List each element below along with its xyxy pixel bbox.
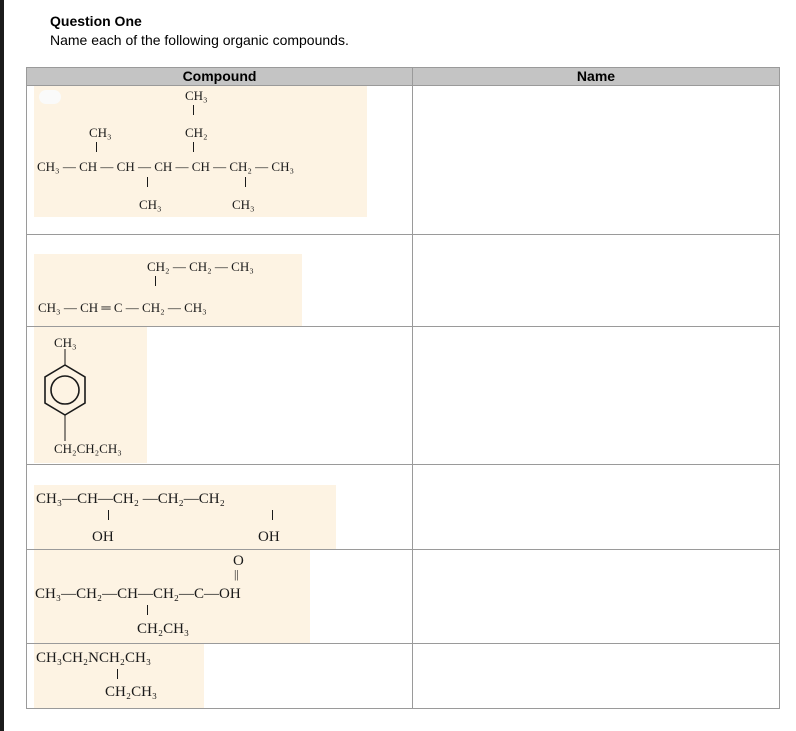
compound-4-bond [272, 510, 273, 520]
compound-2-main-chain: CH₃ — CH ═ C — CH₂ — CH₃ [38, 300, 207, 315]
name-answer-cell-1[interactable] [413, 86, 780, 235]
table-row [27, 86, 780, 235]
compound-cell-1 [27, 86, 413, 235]
table-header-row [27, 68, 780, 86]
compound-1-bond [245, 177, 246, 187]
name-answer-cell-5[interactable] [413, 550, 780, 644]
compound-1-sub-left: CH₃ [139, 197, 162, 212]
compound-1-top-ch3: CH₃ [185, 88, 208, 103]
compound-1-upper-ch2: CH₂ [185, 125, 208, 140]
table-row [27, 465, 780, 550]
compound-6-branch: CH₂CH₃ [105, 684, 158, 700]
compound-cell-3 [27, 327, 413, 465]
table-row [27, 235, 780, 327]
compound-3-bottom-chain: CH₂CH₂CH₃ [54, 441, 122, 456]
compound-6-main-chain: CH₃CH₂NCH₂CH₃ [36, 650, 152, 666]
benzene-ring-icon [34, 349, 94, 443]
compound-1-highlight [34, 86, 367, 217]
compound-5-oxygen: O [233, 553, 244, 569]
compound-1-left-ch3: CH₃ [89, 125, 112, 140]
compound-cell-6 [27, 644, 413, 709]
question-heading: Question One [50, 13, 142, 29]
name-answer-cell-6[interactable] [413, 644, 780, 709]
table-row [27, 327, 780, 465]
compound-4-bond [108, 510, 109, 520]
name-column-header: Name [413, 68, 780, 86]
compound-6-bond [117, 669, 118, 679]
compound-5-bond [147, 605, 148, 615]
compound-1-bond [193, 142, 194, 152]
compound-cell-4 [27, 465, 413, 550]
compound-1-main-chain: CH₃ — CH — CH — CH — CH — CH₂ — CH₃ [37, 159, 295, 174]
compound-5-branch: CH₂CH₃ [137, 621, 190, 637]
compound-4-main-chain: CH₃—CH—CH₂ —CH₂—CH₂ [36, 491, 225, 507]
window-edge-bar [0, 0, 4, 731]
compound-1-smudge [39, 90, 61, 104]
compound-1-bond [96, 142, 97, 152]
compound-2-branch: CH₂ — CH₂ — CH₃ [147, 259, 254, 274]
compound-5-main-chain: CH₃—CH₂—CH—CH₂—C—OH [35, 586, 241, 602]
table-row [27, 550, 780, 644]
compound-1-bond [193, 105, 194, 115]
compounds-table [26, 67, 780, 709]
compound-3-top-ch3: CH₃ [54, 335, 77, 350]
name-answer-cell-3[interactable] [413, 327, 780, 465]
compound-cell-5 [27, 550, 413, 644]
compound-5-double-bond: || [234, 567, 239, 581]
name-answer-cell-4[interactable] [413, 465, 780, 550]
compound-1-sub-right: CH₃ [232, 197, 255, 212]
compound-1-bond [147, 177, 148, 187]
name-answer-cell-2[interactable] [413, 235, 780, 327]
compound-2-bond [155, 276, 156, 286]
compound-4-oh-left: OH [92, 529, 114, 545]
compound-cell-2 [27, 235, 413, 327]
compound-4-oh-right: OH [258, 529, 280, 545]
table-row [27, 644, 780, 709]
question-instruction: Name each of the following organic compounds. [50, 32, 349, 48]
compound-column-header: Compound [27, 68, 413, 86]
